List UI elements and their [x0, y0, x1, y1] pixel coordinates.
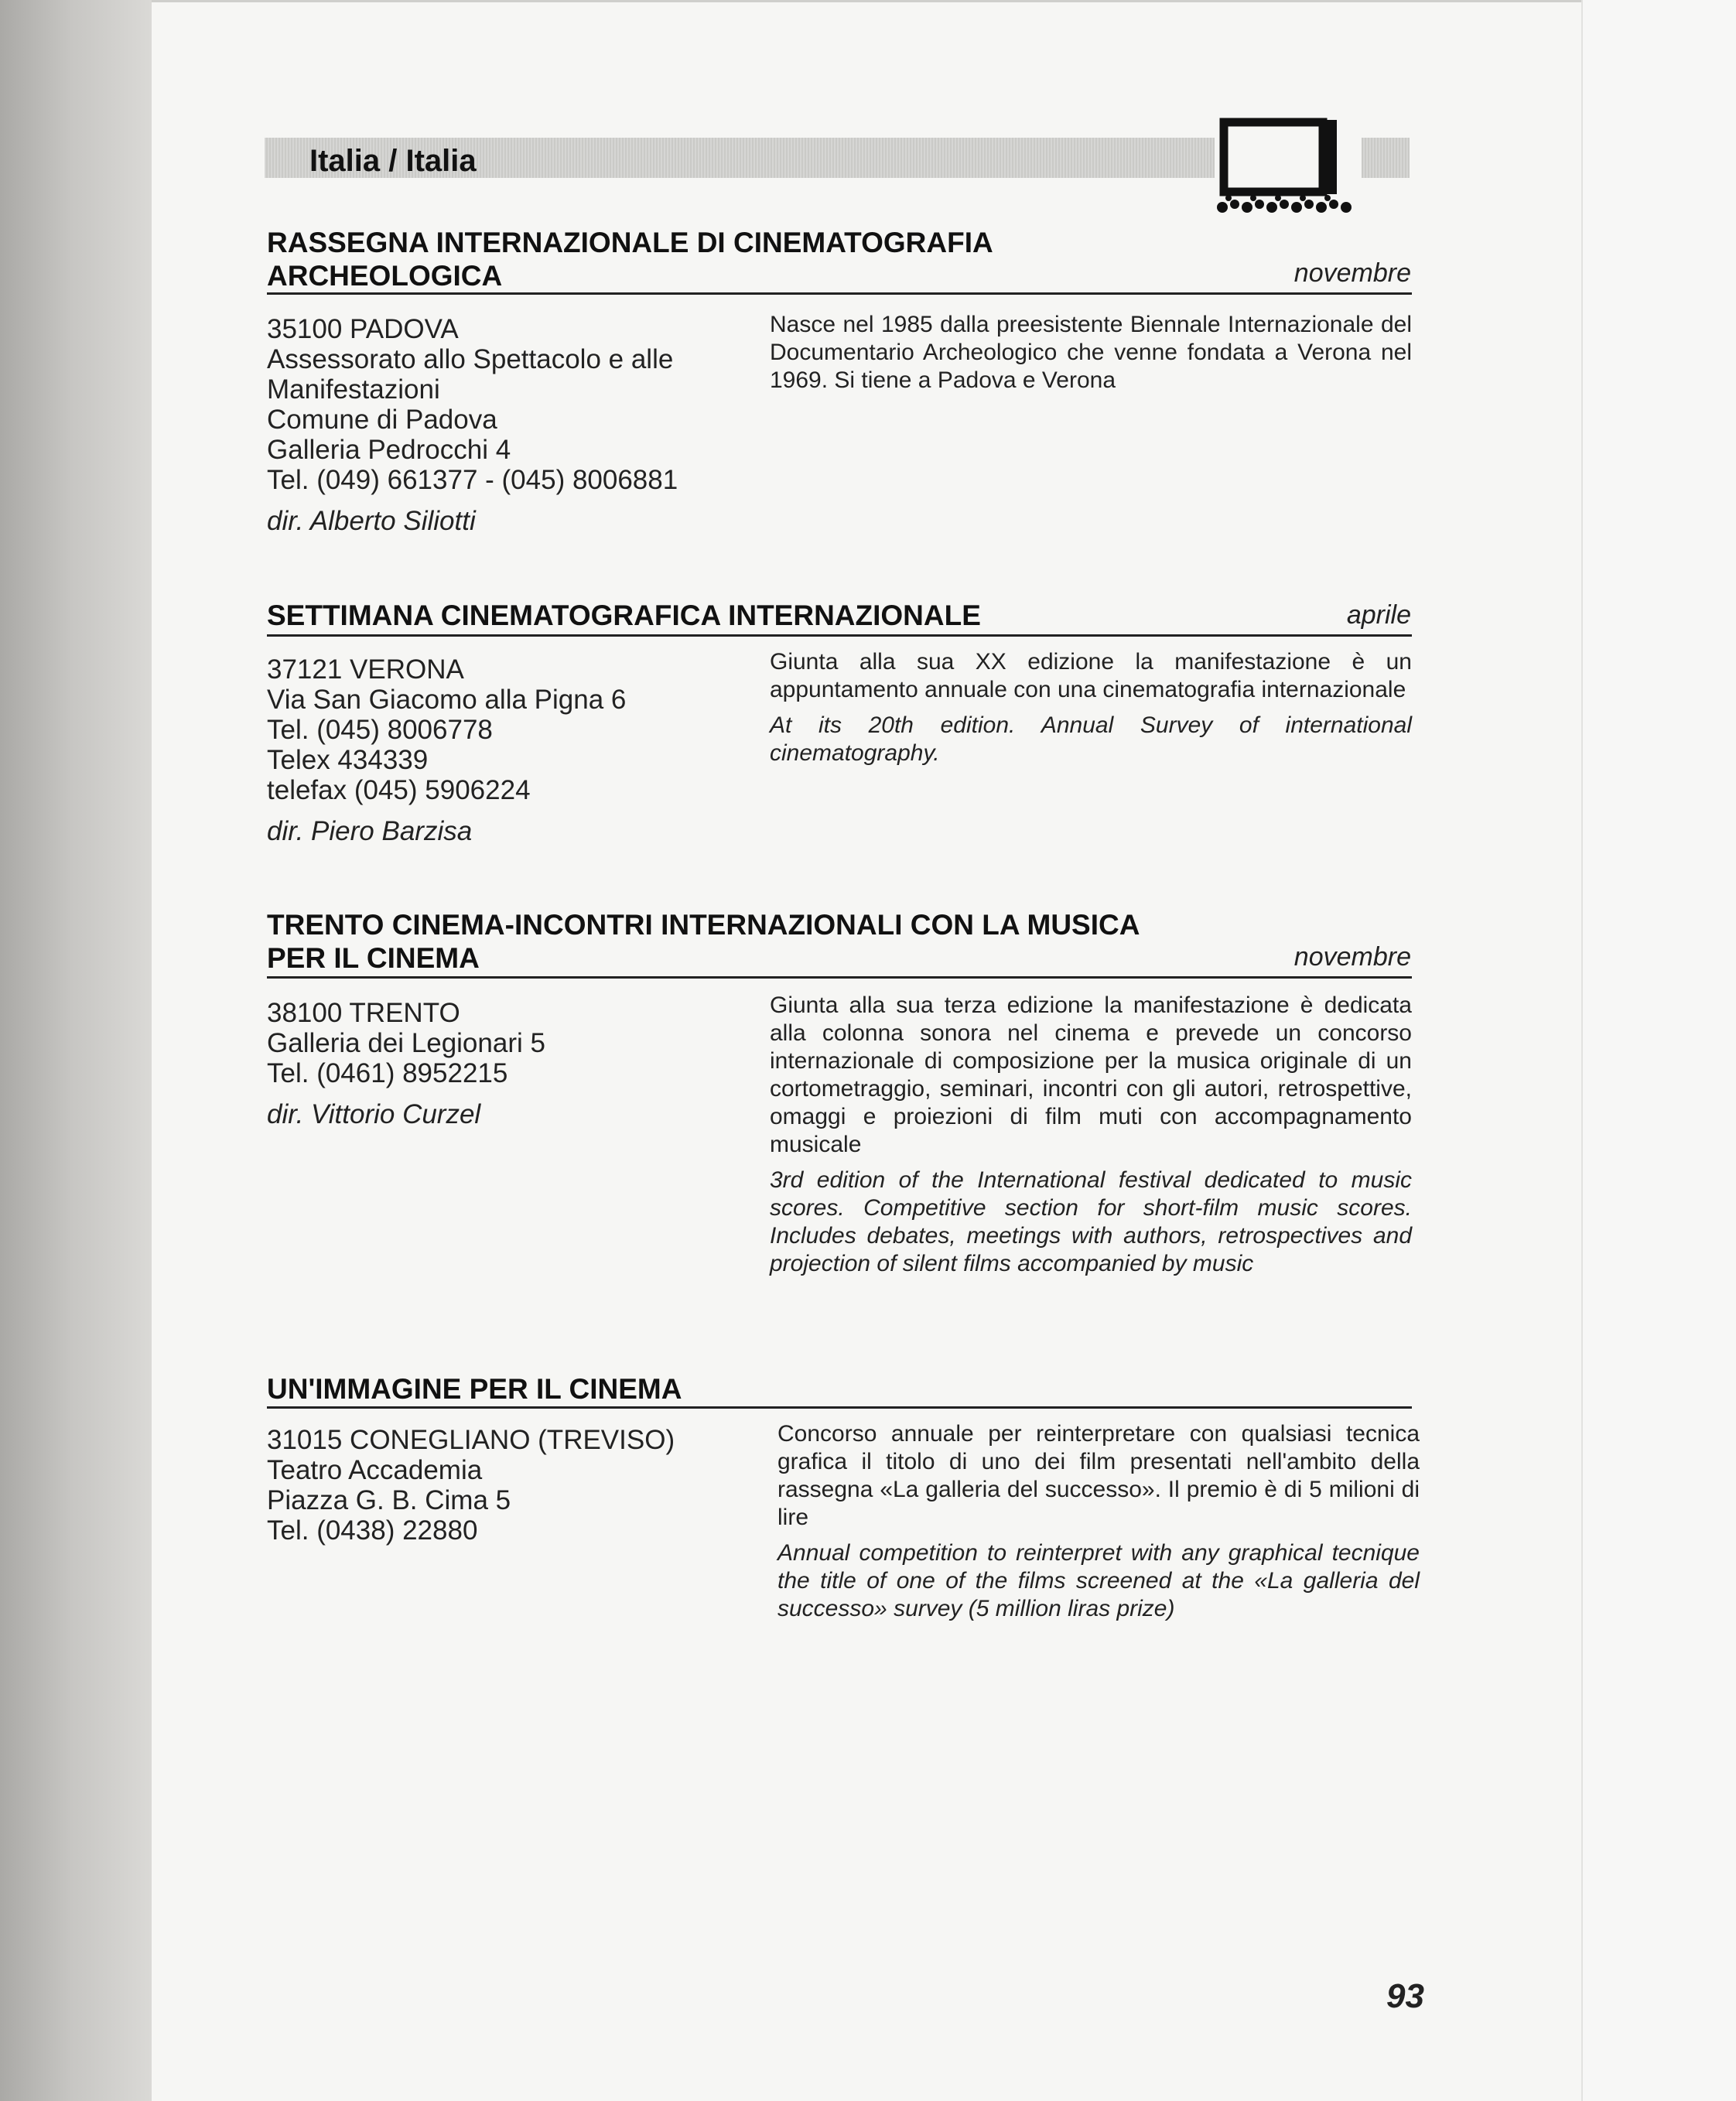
- address-line: Comune di Padova: [267, 405, 497, 435]
- address-line: Telex 434339: [267, 745, 429, 775]
- director: dir. Alberto Siliotti: [267, 506, 476, 536]
- entry-title-line: PER IL CINEMA: [267, 942, 480, 974]
- page-number: 93: [1386, 1977, 1424, 2015]
- entry-description: [770, 311, 1412, 395]
- address-line: Tel. (045) 8006778: [267, 715, 493, 745]
- description-italian: Nasce nel 1985 dalla preesistente Biennale Internazionale del Documentario Archeologico che venne fondata a Verona nel 1969. Si tiene a Padova e Verona: [770, 312, 1412, 393]
- description-english: At its 20th edition. Annual Survey of international cinematography.: [770, 712, 1412, 766]
- entry-title-line: RASSEGNA INTERNAZIONALE DI CINEMATOGRAFIA: [267, 227, 993, 258]
- address-line: Tel. (0438) 22880: [267, 1515, 478, 1546]
- divider: [267, 1406, 1412, 1409]
- entry-title-line: ARCHEOLOGICA: [267, 260, 503, 292]
- address-line: Assessorato allo Spettacolo e alle: [267, 344, 674, 374]
- address-line: 35100 PADOVA: [267, 314, 459, 344]
- facing-page-edge: [1581, 0, 1736, 2101]
- address-line: Galleria Pedrocchi 4: [267, 435, 511, 465]
- entry-title-line: SETTIMANA CINEMATOGRAFICA INTERNAZIONALE: [267, 600, 981, 631]
- entry-title: [267, 599, 1412, 632]
- entry-description: [770, 992, 1412, 1278]
- entry-address: [267, 654, 731, 846]
- television-icon: [1215, 116, 1362, 217]
- entry-address: [267, 1425, 731, 1546]
- entry-month: novembre: [1293, 258, 1411, 288]
- entry-month: novembre: [1293, 942, 1411, 972]
- entry-description: [777, 1420, 1420, 1623]
- address-line: Tel. (0461) 8952215: [267, 1058, 508, 1088]
- director: dir. Vittorio Curzel: [267, 1099, 481, 1129]
- director: dir. Piero Barzisa: [267, 816, 473, 846]
- entry-address: [267, 314, 731, 536]
- address-line: 38100 TRENTO: [267, 998, 460, 1028]
- description-english: Annual competition to reinterpret with any graphical tecnique the title of one of the films screened at the «La galleria del successo» survey (5 million liras prize): [777, 1540, 1420, 1621]
- address-line: 37121 VERONA: [267, 654, 464, 685]
- entry-title: [267, 1372, 1412, 1406]
- address-line: Piazza G. B. Cima 5: [267, 1485, 511, 1515]
- address-line: Via San Giacomo alla Pigna 6: [267, 685, 627, 715]
- entry-month: aprile: [1346, 600, 1411, 630]
- divider: [267, 634, 1412, 637]
- description-english: 3rd edition of the International festival dedicated to music scores. Competitive section for short-film music scores. Includes debates, meetings with authors, retrospectives and projection of silent films accompanied by music: [770, 1167, 1412, 1276]
- address-line: Tel. (049) 661377 - (045) 8006881: [267, 465, 678, 495]
- entry-title: [267, 908, 1412, 975]
- entry-description: [770, 648, 1412, 767]
- description-italian: Concorso annuale per reinterpretare con qualsiasi tecnica grafica il titolo di uno dei film presentati nell'ambito della rassegna «La galleria del successo». Il premio è di 5 milioni di lire: [777, 1421, 1420, 1530]
- page-top-edge: [152, 0, 1581, 2]
- entry-title-line: TRENTO CINEMA-INCONTRI INTERNAZIONALI CON LA MUSICA: [267, 909, 1140, 941]
- address-line: telefax (045) 5906224: [267, 775, 531, 805]
- binding-shadow: [0, 0, 159, 2101]
- entry-title-line: UN'IMMAGINE PER IL CINEMA: [267, 1373, 682, 1405]
- section-title: Italia / Italia: [309, 144, 477, 178]
- address-line: Galleria dei Legionari 5: [267, 1028, 545, 1058]
- divider: [267, 976, 1412, 979]
- address-line: 31015 CONEGLIANO (TREVISO): [267, 1425, 675, 1455]
- address-line: Manifestazioni: [267, 374, 440, 405]
- entry-title: [267, 226, 1412, 292]
- address-line: Teatro Accademia: [267, 1455, 483, 1485]
- description-italian: Giunta alla sua XX edizione la manifestazione è un appuntamento annuale con una cinematografia internazionale: [770, 649, 1412, 702]
- description-italian: Giunta alla sua terza edizione la manifestazione è dedicata alla colonna sonora nel cinema e prevede un concorso internazionale di composizione per la musica originale di un cortometraggio, seminari, incontri con gli autori, retrospettive, omaggi e proiezioni di film muti con accompagnamento musicale: [770, 992, 1412, 1157]
- entry-address: [267, 998, 731, 1129]
- divider: [267, 292, 1412, 295]
